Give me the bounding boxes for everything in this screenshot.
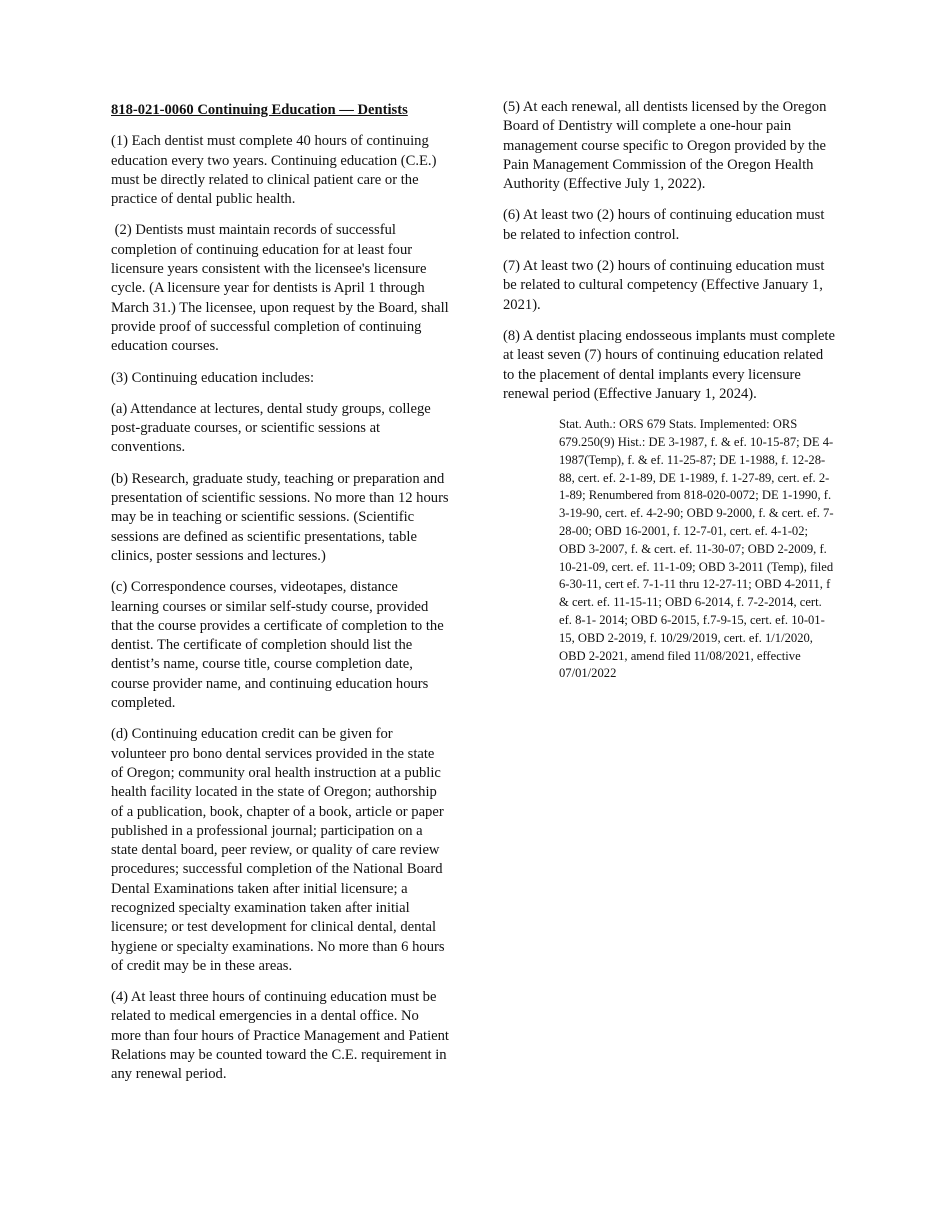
left-column <box>111 99 453 1097</box>
statutory-history: Stat. Auth.: ORS 679 Stats. Implemented: ORS 679.250(9) Hist.: DE 3-1987, f. & ef. 10-15-87; DE 4-1987(Temp), f. & ef. 11-25-87; DE 1-1988, f. 12-28-88, cert. ef. 2-1-89, DE 1-1989, f. 1-27-89, cert. ef. 2-1-89; Renumbered from 818-020-0072; DE 1-1990, f. 3-19-90, cert. ef. 4-2-90; OBD 9-2000, f. & cert. ef. 7-28-00; OBD 16-2001, f. 12-7-01, cert. ef. 4-1-02; OBD 3-2007, f. & cert. ef. 11-30-07; OBD 2-2009, f. 10-21-09, cert. ef. 11-1-09; OBD 3-2011 (Temp), filed 6-30-11, cert ef. 7-1-11 thru 12-27-11; OBD 4-2011, f & cert. ef. 11-15-11; OBD 6-2014, f. 7-2-2014, cert. ef. 8-1- 2014; OBD 6-2015, f.7-9-15, cert. ef. 10-01-15, OBD 2-2019, f. 10/29/2019, cert. ef. 1/1/2020, OBD 2-2021, amend filed 11/08/2021, effective 07/01/2022 <box>559 417 834 681</box>
paragraph-1: (1) Each dentist must complete 40 hours of continuing education every two years. Continuing education (C.E.) must be directly related to clinical patient care or the practice of dental public health. <box>111 133 437 208</box>
paragraph-3d: (d) Continuing education credit can be given for volunteer pro bono dental services provided in the state of Oregon; community oral health instruction at a public health facility located in the state of Oregon; authorship of a publication, book, chapter of a book, article or paper published in a professional journal; participation on a state dental board, peer review, or quality of care review procedures; successful completion of the National Board Dental Examinations taken after initial licensure; a recognized specialty examination taken after initial licensure; or test development for clinical dental, dental hygiene or specialty examinations. No more than 6 hours of credit may be in these areas. <box>111 726 445 974</box>
paragraph-6: (6) At least two (2) hours of continuing education must be related to infection control. <box>503 207 825 243</box>
paragraph-3: (3) Continuing education includes: <box>111 369 315 386</box>
paragraph-4: (4) At least three hours of continuing education must be related to medical emergencies in a dental office. No more than four hours of Practice Management and Patient Relations may be counted toward the C.E. requirement in any renewal period. <box>111 989 449 1083</box>
paragraph-7: (7) At least two (2) hours of continuing education must be related to cultural competency (Effective January 1, 2021). <box>503 258 825 313</box>
rule-title: 818-021-0060 Continuing Education — Dentists <box>111 102 408 118</box>
right-column <box>503 98 837 683</box>
paragraph-3a: (a) Attendance at lectures, dental study groups, college post-graduate courses, or scientific sessions at conventions. <box>111 400 431 456</box>
paragraph-3c: (c) Correspondence courses, videotapes, distance learning courses or similar self-study course, provided that the course provides a certificate of completion to the dentist. The certificate of completion should list the dentist’s name, course title, course completion date, course provider name, and continuing education hours completed. <box>111 579 444 712</box>
paragraph-8: (8) A dentist placing endosseous implants must complete at least seven (7) hours of continuing education related to the placement of dental implants every licensure renewal period (Effective January 1, 2024). <box>503 327 835 402</box>
paragraph-3b: (b) Research, graduate study, teaching or preparation and presentation of scientific sessions. No more than 12 hours may be in teaching or scientific sessions. (Scientific sessions are defined as scientific presentations, table clinics, poster sessions and lectures.) <box>111 470 449 564</box>
paragraph-2: (2) Dentists must maintain records of successful completion of continuing education for at least four licensure years consistent with the licensee's licensure cycle. (A licensure year for dentists is April 1 through March 31.) The licensee, upon request by the Board, shall provide proof of successful completion of continuing education courses. <box>111 222 453 355</box>
paragraph-5: (5) At each renewal, all dentists licensed by the Oregon Board of Dentistry will complete a one-hour pain management course specific to Oregon provided by the Pain Management Commission of the Oregon Health Authority (Effective July 1, 2022). <box>503 99 827 193</box>
